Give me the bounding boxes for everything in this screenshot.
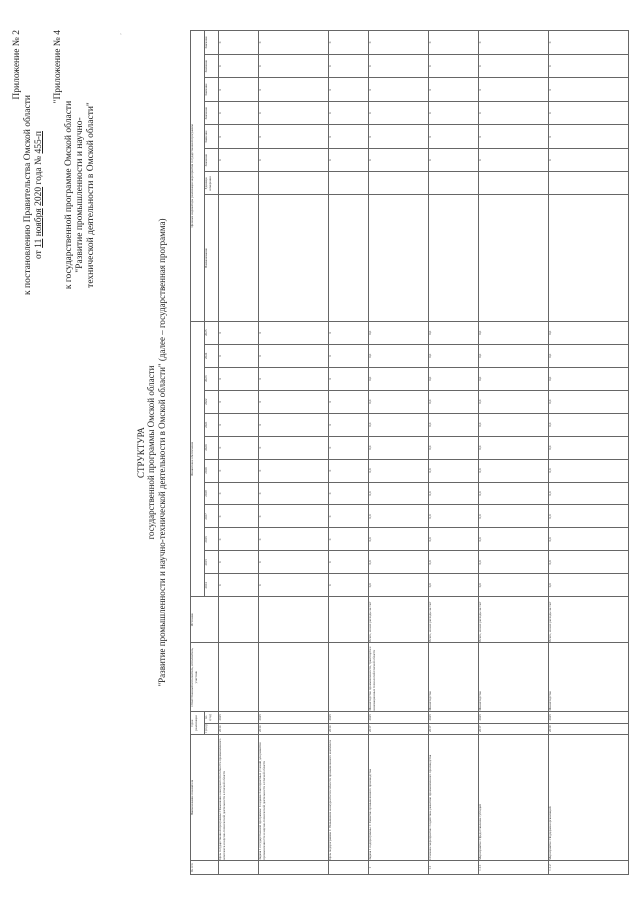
- row-indicator-value: 0: [219, 101, 259, 125]
- row-indicator-value: 0: [259, 125, 329, 149]
- row-indicator-value: 0: [479, 148, 549, 172]
- resolution-line: к постановлению Правительства Омской области: [22, 95, 33, 295]
- row-executor: Министерство промышленности, транспорта и инновационных технологий Омской области: [369, 643, 429, 712]
- row-indicator-value: 0: [219, 31, 259, 55]
- row-indicator-value: 0: [429, 125, 479, 149]
- row-value: 0,0: [549, 436, 629, 459]
- row-indicator-value: 0: [549, 78, 629, 102]
- row-value: 0,0: [549, 482, 629, 505]
- row-value: 0,0: [479, 436, 549, 459]
- date-line: от 11 ноября 2020 года № 455-п: [33, 131, 44, 259]
- row-value: 0,0: [479, 528, 549, 551]
- row-value: 0: [329, 505, 369, 528]
- row-source: Всего, из них расходы за счет: [429, 597, 479, 643]
- row-indicator-value: 0: [429, 54, 479, 78]
- head-year: 2020: [205, 436, 219, 459]
- row-value: 0: [219, 459, 259, 482]
- row-indicator: [219, 195, 259, 321]
- row-num: [259, 861, 329, 875]
- row-indicator-value: 0: [549, 148, 629, 172]
- head-indicator: Целевые индикаторы реализации мероприятия государственной программы: [191, 31, 205, 322]
- row-indicator-value: 0: [329, 148, 369, 172]
- head-unit: Единица измерения: [205, 172, 219, 195]
- row-executor: Министерство: [549, 643, 629, 712]
- head-ind-name: Наименование: [205, 195, 219, 321]
- row-value: 0: [329, 436, 369, 459]
- table-row: [479, 31, 549, 875]
- table-head-row-1: [191, 31, 205, 875]
- table-row: [369, 31, 429, 875]
- row-to: 2025: [549, 712, 629, 723]
- row-indicator-value: 0: [429, 78, 479, 102]
- row-indicator-value: 0: [429, 148, 479, 172]
- row-value: 0: [259, 436, 329, 459]
- row-indicator: [549, 195, 629, 321]
- row-indicator-value: 0: [259, 101, 329, 125]
- row-value: 0,0: [549, 551, 629, 574]
- row-indicator-value: 0: [259, 78, 329, 102]
- row-value: 0: [259, 482, 329, 505]
- scan-mark: ’: [120, 33, 126, 35]
- row-value: 0,0: [479, 505, 549, 528]
- annex-header: [12, 30, 96, 360]
- row-executor: [329, 643, 369, 712]
- row-value: 0,0: [369, 459, 429, 482]
- row-name: Мероприятие: Поддержка организаций: [549, 734, 629, 860]
- table-row: [549, 31, 629, 875]
- row-name: Мероприятие: Предоставление субсидий: [479, 734, 549, 860]
- table-row: [429, 31, 479, 875]
- row-indicator: [479, 195, 549, 321]
- row-value: 0: [329, 482, 369, 505]
- row-indicator-value: 0: [429, 31, 479, 55]
- row-unit: [219, 172, 259, 195]
- row-name: Основное мероприятие: Содействие развитию промышленного производства: [429, 734, 479, 860]
- row-indicator-value: 0: [369, 148, 429, 172]
- row-executor: Министерство: [429, 643, 479, 712]
- row-value: 0: [259, 390, 329, 413]
- row-num: 1: [369, 861, 429, 875]
- row-value: 0,0: [429, 413, 479, 436]
- row-value: 0,0: [369, 482, 429, 505]
- row-indicator-value: 0: [369, 125, 429, 149]
- head-year: 2022: [205, 390, 219, 413]
- row-value: 0: [219, 367, 259, 390]
- row-unit: [549, 172, 629, 195]
- document-title: [136, 0, 167, 905]
- program-line-2: "Развитие промышленности и научно-: [74, 117, 85, 273]
- row-value: 0,0: [369, 551, 429, 574]
- row-value: 0: [219, 321, 259, 344]
- row-value: 0,0: [479, 574, 549, 597]
- row-indicator-value: 0: [329, 31, 369, 55]
- row-value: 0,0: [549, 528, 629, 551]
- row-value: 0,0: [479, 459, 549, 482]
- row-indicator-value: 0: [479, 31, 549, 55]
- head-value: Значение: [205, 54, 219, 78]
- row-value: 0,0: [429, 390, 479, 413]
- row-value: 0,0: [479, 390, 549, 413]
- row-indicator-value: 0: [479, 78, 549, 102]
- row-value: 0,0: [479, 344, 549, 367]
- head-from: с (год): [205, 723, 219, 734]
- row-value: 0,0: [429, 528, 479, 551]
- head-source: Источник: [191, 597, 219, 643]
- table-body: [191, 31, 629, 875]
- row-source: Всего, из них расходы за счет: [369, 597, 429, 643]
- table-row: [219, 31, 259, 875]
- row-indicator-value: 0: [259, 54, 329, 78]
- head-value: Значение: [205, 148, 219, 172]
- program-line-3: технической деятельности в Омской области": [85, 102, 96, 288]
- row-value: 0,0: [429, 321, 479, 344]
- head-year: 2018: [205, 482, 219, 505]
- head-name: Наименование показателя: [191, 734, 219, 860]
- row-value: 0: [329, 321, 369, 344]
- row-value: 0: [259, 413, 329, 436]
- head-year: 2015: [205, 551, 219, 574]
- row-value: 0,0: [549, 321, 629, 344]
- head-value: Значение: [205, 101, 219, 125]
- row-num: 1.1.1: [479, 861, 549, 875]
- row-value: 0,0: [369, 574, 429, 597]
- row-from: 2017: [369, 723, 429, 734]
- head-value: Значение: [205, 78, 219, 102]
- row-indicator: [329, 195, 369, 321]
- row-value: 0: [329, 390, 369, 413]
- row-indicator-value: 0: [369, 54, 429, 78]
- row-value: 0: [219, 482, 259, 505]
- row-indicator-value: 0: [219, 78, 259, 102]
- row-source: Всего, из них расходы за счет: [479, 597, 549, 643]
- row-value: 0,0: [429, 459, 479, 482]
- head-year: 2021: [205, 413, 219, 436]
- row-unit: [259, 172, 329, 195]
- row-from: 2014: [219, 723, 259, 734]
- row-source: Всего, из них расходы за счет: [549, 597, 629, 643]
- row-value: 0,0: [369, 413, 429, 436]
- row-num: 1.1: [429, 861, 479, 875]
- row-indicator-value: 0: [219, 148, 259, 172]
- row-value: 0,0: [479, 551, 549, 574]
- row-value: 0: [219, 390, 259, 413]
- row-indicator-value: 0: [549, 125, 629, 149]
- row-value: 0: [329, 413, 369, 436]
- row-indicator-value: 0: [549, 54, 629, 78]
- row-executor: [219, 643, 259, 712]
- row-indicator-value: 0: [259, 31, 329, 55]
- title-line-2: государственной программы Омской области: [146, 365, 157, 540]
- head-year: 2016: [205, 528, 219, 551]
- row-value: 0: [219, 574, 259, 597]
- row-unit: [479, 172, 549, 195]
- row-value: 0: [259, 528, 329, 551]
- annex-2-label: Приложение № 2: [12, 30, 22, 100]
- row-indicator-value: 0: [429, 101, 479, 125]
- row-indicator-value: 0: [329, 125, 369, 149]
- date-month: ноября: [33, 208, 44, 237]
- row-indicator: [369, 195, 429, 321]
- row-to: 2025: [259, 712, 329, 723]
- row-executor: [259, 643, 329, 712]
- row-indicator-value: 0: [369, 31, 429, 55]
- row-value: 0: [219, 551, 259, 574]
- row-name: Цель государственной программы: Повышение конкурентоспособности промышленного комплекса и научно-технической деятельности в Омской области: [219, 734, 259, 860]
- row-indicator-value: 0: [329, 101, 369, 125]
- row-num: [219, 861, 259, 875]
- row-unit: [429, 172, 479, 195]
- head-year: 2023: [205, 367, 219, 390]
- row-value: 0,0: [429, 574, 479, 597]
- row-value: 0: [259, 367, 329, 390]
- row-indicator-value: 0: [369, 101, 429, 125]
- row-to: 2025: [219, 712, 259, 723]
- row-value: 0: [259, 574, 329, 597]
- head-to: по (год): [205, 712, 219, 723]
- row-value: 0: [219, 413, 259, 436]
- row-value: 0: [259, 459, 329, 482]
- row-source: [219, 597, 259, 643]
- row-value: 0,0: [369, 344, 429, 367]
- row-value: 0: [329, 459, 369, 482]
- row-to: 2025: [479, 712, 549, 723]
- date-number: 455-п: [33, 131, 44, 154]
- row-value: 0,0: [549, 413, 629, 436]
- head-year: 2019: [205, 459, 219, 482]
- row-executor: Министерство: [479, 643, 549, 712]
- row-name: Задача 1 государственной программы: Создание благоприятных условий для развития промышленности и научно-технической деятельности в Омской области: [259, 734, 329, 860]
- row-value: 0: [329, 344, 369, 367]
- row-indicator: [259, 195, 329, 321]
- row-value: 0: [219, 528, 259, 551]
- row-source: [329, 597, 369, 643]
- row-value: 0: [329, 551, 369, 574]
- annex-4-label: "Приложение № 4: [52, 30, 63, 104]
- row-to: 2025: [369, 712, 429, 723]
- row-value: 0: [259, 505, 329, 528]
- structure-table: [190, 30, 629, 875]
- head-term: Срок реализации: [191, 712, 205, 735]
- row-value: 0: [219, 505, 259, 528]
- row-value: 0: [219, 344, 259, 367]
- row-indicator-value: 0: [259, 148, 329, 172]
- head-year: 2025: [205, 321, 219, 344]
- row-value: 0: [259, 551, 329, 574]
- row-value: 0,0: [369, 321, 429, 344]
- row-value: 0,0: [479, 482, 549, 505]
- head-num: № п/п: [191, 861, 219, 875]
- head-year: 2017: [205, 505, 219, 528]
- row-value: 0: [259, 321, 329, 344]
- head-year: 2024: [205, 344, 219, 367]
- row-to: 2025: [429, 712, 479, 723]
- row-indicator: [429, 195, 479, 321]
- head-value: Значение: [205, 125, 219, 149]
- row-unit: [369, 172, 429, 195]
- row-indicator-value: 0: [369, 78, 429, 102]
- row-from: 2019: [549, 723, 629, 734]
- row-value: 0,0: [549, 390, 629, 413]
- row-value: 0,0: [549, 574, 629, 597]
- row-value: 0,0: [479, 321, 549, 344]
- row-from: 2014: [259, 723, 329, 734]
- table-row: [329, 31, 369, 875]
- row-from: 2014: [329, 723, 369, 734]
- row-num: 1.1.2: [549, 861, 629, 875]
- program-line-1: к государственной программе Омской области: [63, 100, 74, 290]
- row-indicator-value: 0: [329, 54, 369, 78]
- row-value: 0,0: [549, 367, 629, 390]
- row-value: 0,0: [429, 551, 479, 574]
- row-value: 0,0: [429, 344, 479, 367]
- row-value: 0,0: [429, 367, 479, 390]
- row-value: 0: [259, 344, 329, 367]
- row-value: 0,0: [549, 344, 629, 367]
- date-year: 2020: [33, 186, 44, 206]
- row-value: 0: [329, 574, 369, 597]
- row-indicator-value: 0: [329, 78, 369, 102]
- row-indicator-value: 0: [479, 125, 549, 149]
- row-value: 0,0: [369, 505, 429, 528]
- row-value: 0,0: [549, 459, 629, 482]
- row-value: 0: [329, 367, 369, 390]
- row-value: 0: [219, 436, 259, 459]
- row-value: 0,0: [369, 436, 429, 459]
- head-value: Значение: [205, 31, 219, 55]
- row-indicator-value: 0: [219, 54, 259, 78]
- row-name: Цель подпрограммы 1: Повышение конкурентоспособности промышленного комплекса: [329, 734, 369, 860]
- row-value: 0,0: [479, 367, 549, 390]
- row-value: 0,0: [429, 505, 479, 528]
- row-source: [259, 597, 329, 643]
- row-to: 2025: [329, 712, 369, 723]
- row-indicator-value: 0: [219, 125, 259, 149]
- row-value: 0,0: [479, 413, 549, 436]
- row-unit: [329, 172, 369, 195]
- table-row: [259, 31, 329, 875]
- row-value: 0,0: [369, 390, 429, 413]
- row-value: 0,0: [369, 367, 429, 390]
- row-indicator-value: 0: [549, 31, 629, 55]
- row-value: 0,0: [369, 528, 429, 551]
- row-from: 2017: [479, 723, 549, 734]
- row-name: Задача 1 подпрограммы 1: Развитие промышленного производства: [369, 734, 429, 860]
- row-value: 0,0: [429, 436, 479, 459]
- date-day: 11: [33, 238, 44, 248]
- title-line-3: "Развитие промышленности и научно-технической деятельности в Омской области" (далее – государственная программа): [156, 218, 167, 687]
- head-year: 2014: [205, 574, 219, 597]
- row-indicator-value: 0: [479, 54, 549, 78]
- head-finance: Финансовое обеспечение: [191, 321, 205, 597]
- row-from: 2017: [429, 723, 479, 734]
- head-executor: Ответственный исполнитель, исполнитель, участник: [191, 643, 219, 712]
- row-value: 0: [329, 528, 369, 551]
- title-line-1: СТРУКТУРА: [136, 427, 146, 478]
- row-value: 0,0: [549, 505, 629, 528]
- row-value: 0,0: [429, 482, 479, 505]
- row-indicator-value: 0: [479, 101, 549, 125]
- row-num: [329, 861, 369, 875]
- row-indicator-value: 0: [549, 101, 629, 125]
